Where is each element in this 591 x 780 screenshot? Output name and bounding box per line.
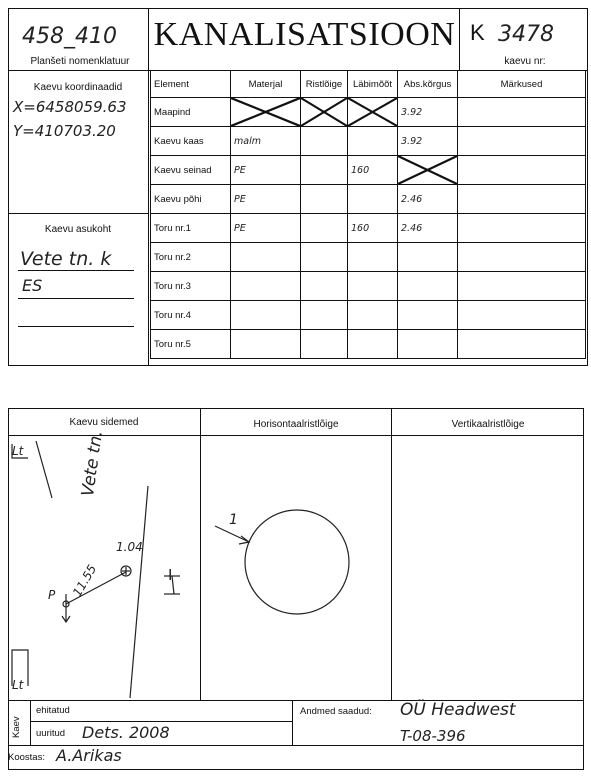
location-line-3 — [18, 326, 134, 327]
diameter-cell: 160 — [348, 214, 398, 243]
material-cell — [231, 243, 301, 272]
section-cell — [301, 127, 348, 156]
element-cell: Kaevu põhi — [151, 185, 231, 214]
column-header: Ristlõige — [301, 71, 348, 98]
footer-author-value: A.Arikas — [56, 746, 122, 765]
location-divider — [8, 213, 149, 214]
material-cell — [231, 301, 301, 330]
element-cell: Toru nr.5 — [151, 330, 231, 359]
diameter-cell — [348, 330, 398, 359]
element-cell: Toru nr.1 — [151, 214, 231, 243]
column-header: Märkused — [458, 71, 586, 98]
nomenclature-label: Planšeti nomenklatuur — [30, 56, 130, 67]
section-cell — [301, 185, 348, 214]
vline-title — [459, 8, 460, 70]
location-label: Kaevu asukoht — [44, 224, 112, 235]
well-number: 3478 — [498, 22, 554, 47]
height-cell — [398, 272, 458, 301]
element-cell: Kaevu kaas — [151, 127, 231, 156]
table-row — [151, 330, 586, 359]
footer-kaev-label: Kaev — [11, 716, 22, 738]
footer-data-from-label: Andmed saadud: — [300, 706, 372, 717]
coordinates-label: Kaevu koordinaadid — [33, 82, 123, 93]
notes-cell — [458, 301, 586, 330]
sketch-label-i: I — [168, 566, 173, 584]
location-text-2: ES — [22, 276, 43, 295]
section-cell — [301, 301, 348, 330]
page-title: KANALISATSIOON — [153, 16, 456, 53]
diameter-cell — [348, 127, 398, 156]
material-cell: PE — [231, 185, 301, 214]
section-title-connections: Kaevu sidemed — [69, 417, 139, 428]
section-cell — [301, 243, 348, 272]
material-cell — [231, 272, 301, 301]
diameter-cell — [348, 185, 398, 214]
footer-measured-label: uuritud — [36, 728, 66, 739]
sketch-corner-top: Lt — [12, 444, 24, 458]
vline-left — [148, 8, 149, 366]
element-cell: Toru nr.4 — [151, 301, 231, 330]
notes-cell — [458, 156, 586, 185]
table-row — [151, 301, 586, 330]
table-row — [151, 127, 586, 156]
element-cell: Toru nr.3 — [151, 272, 231, 301]
element-cell: Kaevu seinad — [151, 156, 231, 185]
section-title-vertical: Vertikaalristlõige — [451, 419, 525, 430]
table-row — [151, 156, 586, 185]
table-header-row — [151, 71, 586, 98]
horizontal-label-1: 1 — [229, 512, 238, 528]
table-row — [151, 243, 586, 272]
table-row — [151, 185, 586, 214]
notes-cell — [458, 243, 586, 272]
height-cell — [398, 330, 458, 359]
well-label: kaevu nr: — [504, 56, 546, 67]
well-prefix: K — [470, 20, 485, 45]
location-line-1 — [18, 270, 134, 271]
material-cell: PE — [231, 156, 301, 185]
notes-cell — [458, 127, 586, 156]
section-title-horizontal: Horisontaalristlõige — [253, 419, 339, 430]
sketch-street-label: Vete tn. — [78, 429, 108, 498]
height-cell: 2.46 — [398, 214, 458, 243]
height-cell: 2.46 — [398, 185, 458, 214]
height-cell — [398, 301, 458, 330]
material-cell — [231, 330, 301, 359]
sketch-corner-bottom: Lt — [12, 678, 24, 692]
table-row — [151, 214, 586, 243]
notes-cell — [458, 185, 586, 214]
footer-measured-value: Dets. 2008 — [82, 723, 170, 742]
section-divider-2 — [391, 408, 392, 700]
material-cell: PE — [231, 214, 301, 243]
element-cell: Maapind — [151, 98, 231, 127]
location-line-2 — [18, 298, 134, 299]
notes-cell — [458, 98, 586, 127]
nomenclature-value: 458_410 — [22, 24, 117, 49]
section-cell — [301, 272, 348, 301]
notes-cell — [458, 330, 586, 359]
footer-data-divider — [292, 700, 293, 745]
diameter-cell — [348, 301, 398, 330]
crossed-out-cell — [301, 98, 348, 127]
section-cell — [301, 330, 348, 359]
diameter-cell: 160 — [348, 156, 398, 185]
sketch-label-104: 1.04 — [116, 540, 143, 554]
footer-kaev-divider — [30, 700, 31, 745]
column-header: Materjal — [231, 71, 301, 98]
coordinate-x: X=6458059.63 — [13, 98, 127, 116]
diameter-cell — [348, 272, 398, 301]
height-cell: 3.92 — [398, 127, 458, 156]
well-elements-table — [150, 70, 586, 359]
crossed-out-cell — [348, 98, 398, 127]
table-row — [151, 272, 586, 301]
footer-data-from-code: T-08-396 — [400, 727, 466, 745]
section-cell — [301, 214, 348, 243]
crossed-out-cell — [398, 156, 458, 185]
horizontal-section-drawing — [201, 436, 391, 700]
notes-cell — [458, 214, 586, 243]
sketch-label-1155: 11.55 — [70, 562, 100, 599]
table-row — [151, 98, 586, 127]
crossed-out-cell — [231, 98, 301, 127]
notes-cell — [458, 272, 586, 301]
footer-author-label: Koostas: — [8, 752, 45, 763]
footer-mid-line — [30, 721, 292, 722]
section-cell — [301, 156, 348, 185]
coordinate-y: Y=410703.20 — [13, 122, 116, 140]
location-text-1: Vete tn. k — [20, 248, 112, 270]
column-header: Läbimõõt — [348, 71, 398, 98]
column-header: Abs.kõrgus — [398, 71, 458, 98]
footer-built-label: ehitatud — [36, 705, 70, 716]
diameter-cell — [348, 243, 398, 272]
sketch-label-p: P — [48, 588, 56, 602]
height-cell — [398, 243, 458, 272]
element-cell: Toru nr.2 — [151, 243, 231, 272]
column-header: Element — [151, 71, 231, 98]
material-cell: malm — [231, 127, 301, 156]
footer-data-from-value: OÜ Headwest — [400, 700, 516, 720]
height-cell: 3.92 — [398, 98, 458, 127]
